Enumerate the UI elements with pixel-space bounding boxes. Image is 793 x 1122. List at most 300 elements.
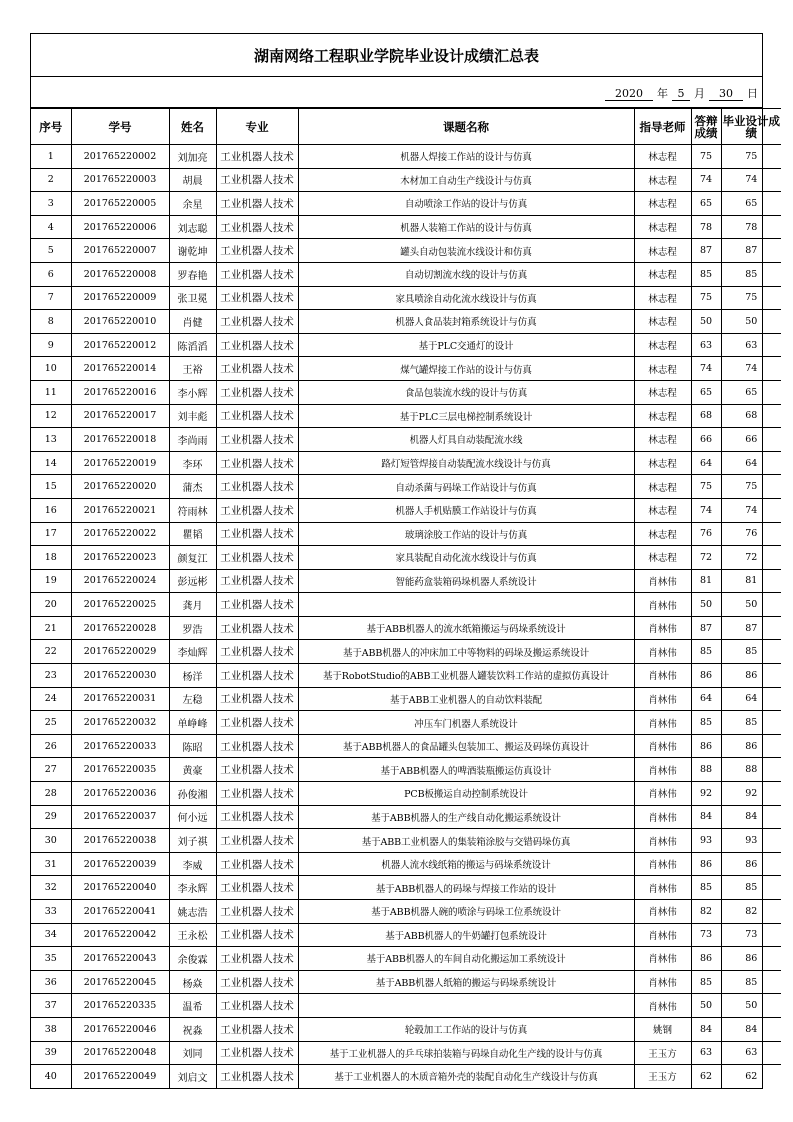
topic-cell: 基于PLC交通灯的设计 [298, 333, 634, 357]
final-score-cell: 87 [721, 239, 781, 263]
final-score-cell: 74 [721, 498, 781, 522]
student-id-cell: 201765220022 [71, 522, 169, 546]
final-score-cell: 85 [721, 876, 781, 900]
date-year-unit: 年 [657, 87, 668, 100]
major-cell: 工业机器人技术 [216, 994, 298, 1018]
topic-cell: 基于ABB机器人的车间自动化搬运加工系统设计 [298, 947, 634, 971]
header-defense-score: 答辩成绩 [691, 109, 721, 145]
student-name-cell: 杨焱 [169, 970, 216, 994]
major-cell: 工业机器人技术 [216, 404, 298, 428]
advisor-cell: 肖林伟 [634, 711, 691, 735]
advisor-cell: 肖林伟 [634, 616, 691, 640]
major-cell: 工业机器人技术 [216, 286, 298, 310]
row-index-cell: 15 [31, 475, 71, 499]
student-name-cell: 陈昭 [169, 734, 216, 758]
row-index-cell: 36 [31, 970, 71, 994]
table-row [31, 782, 781, 806]
defense-score-cell: 84 [691, 1017, 721, 1041]
header-index: 序号 [31, 109, 71, 145]
table-row [31, 640, 781, 664]
student-name-cell: 肖健 [169, 310, 216, 334]
advisor-cell: 林志程 [634, 192, 691, 216]
major-cell: 工业机器人技术 [216, 876, 298, 900]
defense-score-cell: 63 [691, 333, 721, 357]
student-name-cell: 胡晨 [169, 168, 216, 192]
final-score-cell: 74 [721, 357, 781, 381]
final-score-cell: 64 [721, 687, 781, 711]
major-cell: 工业机器人技术 [216, 546, 298, 570]
major-cell: 工业机器人技术 [216, 734, 298, 758]
topic-cell: 家具喷涂自动化流水线设计与仿真 [298, 286, 634, 310]
student-id-cell: 201765220007 [71, 239, 169, 263]
row-index-cell: 7 [31, 286, 71, 310]
table-row [31, 923, 781, 947]
advisor-cell: 肖林伟 [634, 687, 691, 711]
defense-score-cell: 64 [691, 451, 721, 475]
final-score-cell: 86 [721, 947, 781, 971]
advisor-cell: 林志程 [634, 428, 691, 452]
final-score-cell: 63 [721, 333, 781, 357]
final-score-cell: 75 [721, 286, 781, 310]
advisor-cell: 肖林伟 [634, 664, 691, 688]
topic-cell: 基于ABB机器人的啤酒装瓶搬运仿真设计 [298, 758, 634, 782]
header-final-score: 毕业设计成绩 [721, 109, 781, 145]
defense-score-cell: 50 [691, 994, 721, 1018]
row-index-cell: 8 [31, 310, 71, 334]
table-row [31, 546, 781, 570]
advisor-cell: 肖林伟 [634, 923, 691, 947]
final-score-cell: 81 [721, 569, 781, 593]
student-name-cell: 王永松 [169, 923, 216, 947]
major-cell: 工业机器人技术 [216, 711, 298, 735]
student-id-cell: 201765220009 [71, 286, 169, 310]
row-index-cell: 34 [31, 923, 71, 947]
student-name-cell: 姚志浩 [169, 900, 216, 924]
defense-score-cell: 86 [691, 734, 721, 758]
advisor-cell: 王玉方 [634, 1041, 691, 1065]
row-index-cell: 38 [31, 1017, 71, 1041]
header-major: 专业 [216, 109, 298, 145]
row-index-cell: 30 [31, 829, 71, 853]
final-score-cell: 85 [721, 970, 781, 994]
student-name-cell: 张卫冕 [169, 286, 216, 310]
row-index-cell: 5 [31, 239, 71, 263]
student-name-cell: 罗浩 [169, 616, 216, 640]
major-cell: 工业机器人技术 [216, 687, 298, 711]
row-index-cell: 22 [31, 640, 71, 664]
defense-score-cell: 74 [691, 357, 721, 381]
advisor-cell: 林志程 [634, 310, 691, 334]
final-score-cell: 86 [721, 664, 781, 688]
row-index-cell: 25 [31, 711, 71, 735]
student-id-cell: 201765220032 [71, 711, 169, 735]
row-index-cell: 32 [31, 876, 71, 900]
major-cell: 工业机器人技术 [216, 498, 298, 522]
student-name-cell: 李灿辉 [169, 640, 216, 664]
topic-cell: 自动切割流水线的设计与仿真 [298, 262, 634, 286]
student-id-cell: 201765220031 [71, 687, 169, 711]
major-cell: 工业机器人技术 [216, 664, 298, 688]
topic-cell: 基于ABB机器人的冲床加工中等物料的码垛及搬运系统设计 [298, 640, 634, 664]
row-index-cell: 39 [31, 1041, 71, 1065]
student-name-cell: 余星 [169, 192, 216, 216]
table-row [31, 711, 781, 735]
row-index-cell: 9 [31, 333, 71, 357]
advisor-cell: 肖林伟 [634, 947, 691, 971]
topic-cell: 基于ABB工业机器人的集装箱涂胶与交错码垛仿真 [298, 829, 634, 853]
table-row [31, 758, 781, 782]
major-cell: 工业机器人技术 [216, 593, 298, 617]
defense-score-cell: 76 [691, 522, 721, 546]
defense-score-cell: 66 [691, 428, 721, 452]
student-name-cell: 刘启文 [169, 1065, 216, 1088]
final-score-cell: 86 [721, 734, 781, 758]
row-index-cell: 35 [31, 947, 71, 971]
row-index-cell: 18 [31, 546, 71, 570]
advisor-cell: 肖林伟 [634, 758, 691, 782]
table-row [31, 805, 781, 829]
table-row [31, 664, 781, 688]
student-name-cell: 龚月 [169, 593, 216, 617]
topic-cell: 机器人焊接工作站的设计与仿真 [298, 145, 634, 169]
row-index-cell: 3 [31, 192, 71, 216]
student-id-cell: 201765220037 [71, 805, 169, 829]
major-cell: 工业机器人技术 [216, 522, 298, 546]
row-index-cell: 1 [31, 145, 71, 169]
table-row [31, 475, 781, 499]
table-row [31, 947, 781, 971]
defense-score-cell: 82 [691, 900, 721, 924]
major-cell: 工业机器人技术 [216, 239, 298, 263]
major-cell: 工业机器人技术 [216, 616, 298, 640]
advisor-cell: 姚钢 [634, 1017, 691, 1041]
header-topic: 课题名称 [298, 109, 634, 145]
topic-cell: 基于ABB机器人纸箱的搬运与码垛系统设计 [298, 970, 634, 994]
student-name-cell: 蒲杰 [169, 475, 216, 499]
final-score-cell: 73 [721, 923, 781, 947]
student-id-cell: 201765220029 [71, 640, 169, 664]
defense-score-cell: 86 [691, 947, 721, 971]
row-index-cell: 10 [31, 357, 71, 381]
advisor-cell: 林志程 [634, 498, 691, 522]
student-name-cell: 刘加亮 [169, 145, 216, 169]
major-cell: 工业机器人技术 [216, 923, 298, 947]
advisor-cell: 林志程 [634, 262, 691, 286]
score-table [31, 108, 781, 1088]
advisor-cell: 肖林伟 [634, 852, 691, 876]
student-id-cell: 201765220006 [71, 215, 169, 239]
major-cell: 工业机器人技术 [216, 192, 298, 216]
topic-cell [298, 994, 634, 1018]
defense-score-cell: 75 [691, 145, 721, 169]
defense-score-cell: 65 [691, 380, 721, 404]
major-cell: 工业机器人技术 [216, 758, 298, 782]
student-name-cell: 颜复江 [169, 546, 216, 570]
student-name-cell: 刘志聪 [169, 215, 216, 239]
header-row [31, 109, 781, 145]
defense-score-cell: 85 [691, 970, 721, 994]
advisor-cell: 林志程 [634, 546, 691, 570]
student-id-cell: 201765220046 [71, 1017, 169, 1041]
row-index-cell: 6 [31, 262, 71, 286]
advisor-cell: 肖林伟 [634, 970, 691, 994]
student-id-cell: 201765220025 [71, 593, 169, 617]
table-row [31, 994, 781, 1018]
student-name-cell: 李环 [169, 451, 216, 475]
advisor-cell: 林志程 [634, 286, 691, 310]
row-index-cell: 26 [31, 734, 71, 758]
table-row [31, 262, 781, 286]
topic-cell: 基于工业机器人的乒乓球拍装箱与码垛自动化生产线的设计与仿真 [298, 1041, 634, 1065]
student-id-cell: 201765220045 [71, 970, 169, 994]
defense-score-cell: 86 [691, 852, 721, 876]
table-row [31, 616, 781, 640]
defense-score-cell: 75 [691, 286, 721, 310]
advisor-cell: 肖林伟 [634, 994, 691, 1018]
topic-cell: 基于ABB机器人的食品罐头包装加工、搬运及码垛仿真设计 [298, 734, 634, 758]
major-cell: 工业机器人技术 [216, 168, 298, 192]
defense-score-cell: 50 [691, 593, 721, 617]
topic-cell: 机器人手机贴膜工作站设计与仿真 [298, 498, 634, 522]
row-index-cell: 12 [31, 404, 71, 428]
table-row [31, 900, 781, 924]
advisor-cell: 肖林伟 [634, 900, 691, 924]
header-advisor: 指导老师 [634, 109, 691, 145]
advisor-cell: 林志程 [634, 451, 691, 475]
row-index-cell: 16 [31, 498, 71, 522]
topic-cell: 木材加工自动生产线设计与仿真 [298, 168, 634, 192]
row-index-cell: 14 [31, 451, 71, 475]
student-name-cell: 李威 [169, 852, 216, 876]
row-index-cell: 23 [31, 664, 71, 688]
student-name-cell: 彭远彬 [169, 569, 216, 593]
table-row [31, 239, 781, 263]
major-cell: 工业机器人技术 [216, 900, 298, 924]
advisor-cell: 肖林伟 [634, 782, 691, 806]
row-index-cell: 21 [31, 616, 71, 640]
final-score-cell: 76 [721, 522, 781, 546]
defense-score-cell: 85 [691, 640, 721, 664]
defense-score-cell: 85 [691, 711, 721, 735]
student-id-cell: 201765220024 [71, 569, 169, 593]
final-score-cell: 86 [721, 852, 781, 876]
defense-score-cell: 85 [691, 876, 721, 900]
advisor-cell: 肖林伟 [634, 569, 691, 593]
defense-score-cell: 88 [691, 758, 721, 782]
defense-score-cell: 74 [691, 498, 721, 522]
row-index-cell: 40 [31, 1065, 71, 1088]
row-index-cell: 28 [31, 782, 71, 806]
row-index-cell: 17 [31, 522, 71, 546]
table-row [31, 357, 781, 381]
score-summary-sheet [30, 33, 780, 1089]
student-id-cell: 201765220038 [71, 829, 169, 853]
row-index-cell: 27 [31, 758, 71, 782]
table-row [31, 876, 781, 900]
major-cell: 工业机器人技术 [216, 145, 298, 169]
date-row [31, 77, 762, 108]
final-score-cell: 68 [721, 404, 781, 428]
table-row [31, 168, 781, 192]
student-name-cell: 余俊霖 [169, 947, 216, 971]
student-id-cell: 201765220030 [71, 664, 169, 688]
topic-cell: PCB板搬运自动控制系统设计 [298, 782, 634, 806]
final-score-cell: 74 [721, 168, 781, 192]
major-cell: 工业机器人技术 [216, 215, 298, 239]
topic-cell: 基于ABB工业机器人的自动饮料装配 [298, 687, 634, 711]
student-id-cell: 201765220012 [71, 333, 169, 357]
advisor-cell: 林志程 [634, 380, 691, 404]
date-month-unit: 月 [694, 87, 705, 100]
student-name-cell: 刘子祺 [169, 829, 216, 853]
topic-cell: 智能药盒装箱码垛机器人系统设计 [298, 569, 634, 593]
topic-cell: 罐头自动包装流水线设计和仿真 [298, 239, 634, 263]
student-id-cell: 201765220033 [71, 734, 169, 758]
final-score-cell: 50 [721, 310, 781, 334]
table-row [31, 1041, 781, 1065]
table-row [31, 1017, 781, 1041]
advisor-cell: 肖林伟 [634, 734, 691, 758]
final-score-cell: 50 [721, 593, 781, 617]
student-id-cell: 201765220010 [71, 310, 169, 334]
major-cell: 工业机器人技术 [216, 380, 298, 404]
student-id-cell: 201765220028 [71, 616, 169, 640]
final-score-cell: 85 [721, 262, 781, 286]
final-score-cell: 88 [721, 758, 781, 782]
major-cell: 工业机器人技术 [216, 782, 298, 806]
final-score-cell: 72 [721, 546, 781, 570]
final-score-cell: 84 [721, 805, 781, 829]
major-cell: 工业机器人技术 [216, 852, 298, 876]
topic-cell: 基于ABB机器人碗的喷涂与码垛工位系统设计 [298, 900, 634, 924]
table-row [31, 687, 781, 711]
advisor-cell: 林志程 [634, 475, 691, 499]
date-day-unit: 日 [747, 87, 758, 100]
topic-cell: 家具装配自动化流水线设计与仿真 [298, 546, 634, 570]
topic-cell: 机器人装箱工作站的设计与仿真 [298, 215, 634, 239]
final-score-cell: 65 [721, 380, 781, 404]
defense-score-cell: 68 [691, 404, 721, 428]
student-id-cell: 201765220041 [71, 900, 169, 924]
advisor-cell: 肖林伟 [634, 876, 691, 900]
row-index-cell: 31 [31, 852, 71, 876]
header-name: 姓名 [169, 109, 216, 145]
final-score-cell: 82 [721, 900, 781, 924]
advisor-cell: 肖林伟 [634, 805, 691, 829]
table-row [31, 215, 781, 239]
table-row [31, 593, 781, 617]
student-id-cell: 201765220020 [71, 475, 169, 499]
advisor-cell: 肖林伟 [634, 829, 691, 853]
table-row [31, 428, 781, 452]
topic-cell: 冲压车门机器人系统设计 [298, 711, 634, 735]
student-name-cell: 刘丰彪 [169, 404, 216, 428]
date-year: 2020 [605, 87, 653, 101]
topic-cell: 煤气罐焊接工作站的设计与仿真 [298, 357, 634, 381]
date-line [605, 85, 758, 101]
advisor-cell: 林志程 [634, 168, 691, 192]
topic-cell: 机器人流水线纸箱的搬运与码垛系统设计 [298, 852, 634, 876]
defense-score-cell: 73 [691, 923, 721, 947]
student-name-cell: 王裕 [169, 357, 216, 381]
major-cell: 工业机器人技术 [216, 1017, 298, 1041]
date-month: 5 [672, 87, 690, 101]
topic-cell: 自动杀菌与码垛工作站设计与仿真 [298, 475, 634, 499]
row-index-cell: 2 [31, 168, 71, 192]
final-score-cell: 85 [721, 711, 781, 735]
advisor-cell: 林志程 [634, 357, 691, 381]
student-id-cell: 201765220040 [71, 876, 169, 900]
student-id-cell: 201765220019 [71, 451, 169, 475]
header-student-id: 学号 [71, 109, 169, 145]
defense-score-cell: 81 [691, 569, 721, 593]
row-index-cell: 11 [31, 380, 71, 404]
table-row [31, 829, 781, 853]
advisor-cell: 林志程 [634, 333, 691, 357]
defense-score-cell: 74 [691, 168, 721, 192]
student-name-cell: 李小辉 [169, 380, 216, 404]
student-id-cell: 201765220042 [71, 923, 169, 947]
student-name-cell: 陈滔滔 [169, 333, 216, 357]
defense-score-cell: 78 [691, 215, 721, 239]
table-row [31, 192, 781, 216]
defense-score-cell: 65 [691, 192, 721, 216]
row-index-cell: 19 [31, 569, 71, 593]
advisor-cell: 林志程 [634, 404, 691, 428]
table-body [31, 145, 781, 1088]
final-score-cell: 66 [721, 428, 781, 452]
row-index-cell: 33 [31, 900, 71, 924]
advisor-cell: 肖林伟 [634, 640, 691, 664]
topic-cell: 机器人食品装封箱系统设计与仿真 [298, 310, 634, 334]
defense-score-cell: 87 [691, 239, 721, 263]
student-name-cell: 瞿韬 [169, 522, 216, 546]
row-index-cell: 4 [31, 215, 71, 239]
table-row [31, 310, 781, 334]
table-row [31, 451, 781, 475]
date-day: 30 [709, 87, 743, 101]
student-name-cell: 何小远 [169, 805, 216, 829]
final-score-cell: 93 [721, 829, 781, 853]
major-cell: 工业机器人技术 [216, 1065, 298, 1088]
student-name-cell: 符雨林 [169, 498, 216, 522]
major-cell: 工业机器人技术 [216, 262, 298, 286]
student-name-cell: 单峥峰 [169, 711, 216, 735]
advisor-cell: 林志程 [634, 145, 691, 169]
topic-cell: 基于ABB机器人的牛奶罐打包系统设计 [298, 923, 634, 947]
major-cell: 工业机器人技术 [216, 451, 298, 475]
topic-cell: 机器人灯具自动装配流水线 [298, 428, 634, 452]
table-row [31, 522, 781, 546]
defense-score-cell: 87 [691, 616, 721, 640]
defense-score-cell: 72 [691, 546, 721, 570]
student-name-cell: 祝淼 [169, 1017, 216, 1041]
table-row [31, 852, 781, 876]
defense-score-cell: 86 [691, 664, 721, 688]
student-id-cell: 201765220016 [71, 380, 169, 404]
final-score-cell: 75 [721, 475, 781, 499]
student-id-cell: 201765220048 [71, 1041, 169, 1065]
advisor-cell: 林志程 [634, 522, 691, 546]
final-score-cell: 63 [721, 1041, 781, 1065]
major-cell: 工业机器人技术 [216, 1041, 298, 1065]
student-name-cell: 孙俊湘 [169, 782, 216, 806]
defense-score-cell: 93 [691, 829, 721, 853]
defense-score-cell: 62 [691, 1065, 721, 1088]
major-cell: 工业机器人技术 [216, 569, 298, 593]
defense-score-cell: 63 [691, 1041, 721, 1065]
student-id-cell: 201765220005 [71, 192, 169, 216]
